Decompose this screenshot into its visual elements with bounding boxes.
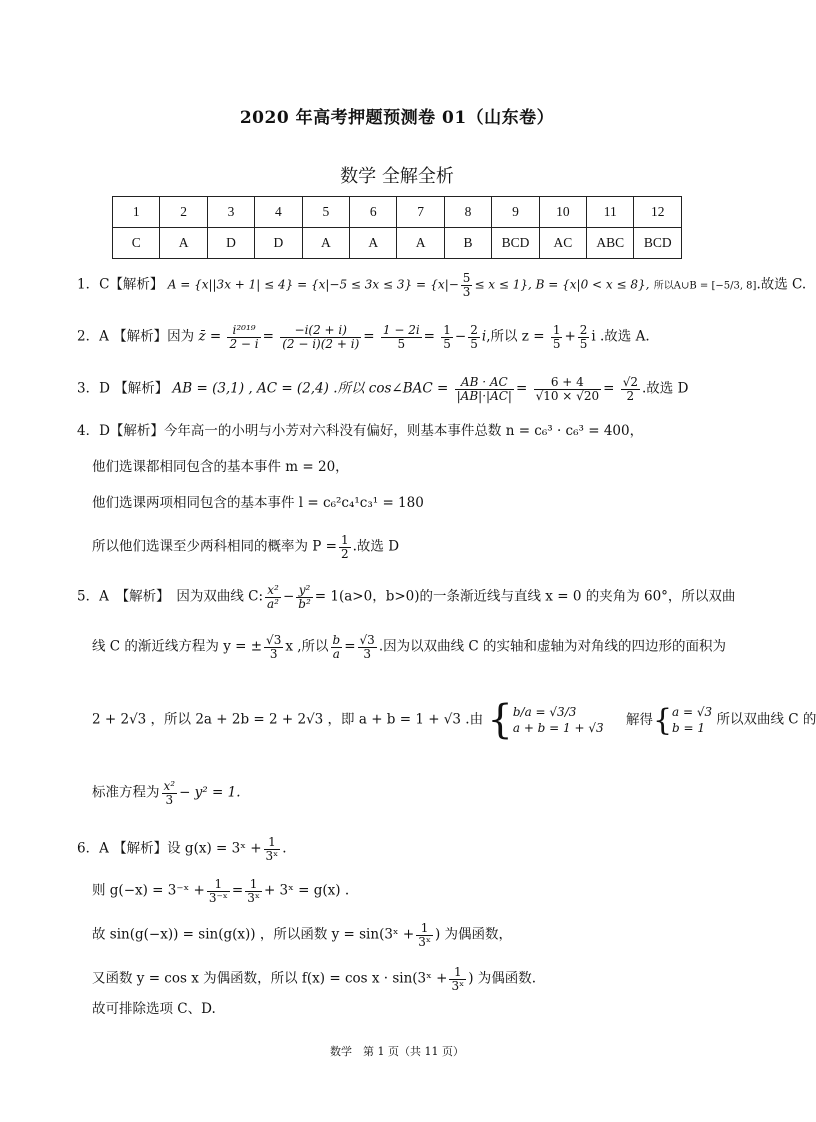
question-number-cell: 1 [113,197,160,228]
solution-4-probability-frac: $\frac{1}{2}$ [340,533,349,561]
solution-1 [77,272,806,298]
solution-3-vectors: AB = (3,1) , AC = (2,4) .所以 cos∠BAC = [172,380,449,397]
solution-6-frac-1: $\frac{1}{\text{3ˣ}}$ [265,835,279,863]
solution-6-line-3: 故 sin(g(−x)) = sin(g(x)) ，所以函数 y = sin(3ˣ + $\frac{1}{\text{3ˣ}}$ ) 为偶函数， [92,921,513,949]
solution-4-line-2: 他们选课都相同包含的基本事件 m = 20， [92,459,349,475]
solution-6-line-1: 6．A 【解析】设 g(x) = 3ˣ + $\frac{1}{\text{3ˣ}}$ . [77,835,287,863]
answer-cell: B [444,228,491,259]
solution-4-line-1: 4．D【解析】今年高一的小明与小芳对六科没有偏好，则基本事件总数 n = c₆³ · c₆³ = 400， [77,423,644,439]
solution-2-frac-5: $\frac{2}{5}$ [470,323,478,351]
solution-6-frac-4: $\frac{1}{\text{3ˣ}}$ [418,921,431,949]
solution-1-fraction: $\frac{5}{3}$ [462,271,471,299]
answer-cell: A [350,228,397,259]
solution-5-line-2: 线 C 的渐近线方程为 y = ± $\frac{√3}{3}$ x ,所以 $\frac{b}{a}$ = $\frac{√3}{3}$ .因为以双曲线 C 的实轴和虚轴为对角线的四边形的面积为 [92,633,727,661]
page-title: 2020 年高考押题预测卷 01（山东卷） [239,108,555,128]
solution-5-system-2: a = √3 b = 1 [672,704,713,735]
solution-6-frac-3: $\frac{1}{\text{3ˣ}}$ [247,877,260,905]
solution-3-tail: .故选 D [641,380,689,397]
question-number-cell: 3 [207,197,254,228]
question-number-cell: 4 [255,197,302,228]
answer-table [112,196,682,259]
solution-3-frac-1: $\frac{AB \cdot AC}{|AB|\cdot|AC|}$ [456,375,512,403]
solution-3-frac-2: $\frac{6 + 4}{√10 \times √20}$ [535,375,600,403]
solution-1-set-a: A = {x||3x + 1| ≤ 4} = {x|−5 ≤ 3x ≤ 3} = [167,277,426,292]
solution-5-equation-frac: $\frac{\text{x²}}{3}$ [163,779,176,807]
answer-cell: BCD [492,228,539,259]
question-number-cell: 2 [160,197,207,228]
system-brace-2: { [652,702,673,738]
answer-cell: A [302,228,349,259]
solution-3: 3．D 【解析】 AB = (3,1) , AC = (2,4) .所以 cos∠BAC = $\frac{AB \cdot AC}{|AB|\cdot|AC|}$ = $\frac{6 + 4}{√10 \times √20}$ = $\frac{√2}{2}$ .故选 D [77,375,689,403]
solution-5-line-4: 标准方程为 $\frac{\text{x²}}{3}$ − y² = 1. [92,779,241,807]
question-number-cell: 7 [397,197,444,228]
page-footer: 数学 第 1 页（共 11 页） [330,1045,464,1058]
solution-2-frac-2: $\frac{-i(2 + i)}{(2 - i)(2 + i)}$ [282,323,360,351]
solution-2-tail-1: ,所以 z = [486,328,545,345]
document-subtitle: 数学 全解全析 [340,166,454,187]
solution-5-system-1: b/a = √3/3 a + b = 1 + √3 [512,704,604,735]
solution-5-line-1: 5．A 【解析】 因为双曲线 C: $\frac{\text{x²}}{\text{a²}}$ − $\frac{\text{y²}}{\text{b²}}$ = 1(a>0，b>0)的一条渐近线与直线 x = 0 的夹角为 60°，所以双曲 [77,583,736,611]
answer-cell: D [255,228,302,259]
solution-6-line-4: 又函数 y = cos x 为偶函数，所以 f(x) = cos x · sin(3ˣ + $\frac{1}{\text{3ˣ}}$ ) 为偶函数. [92,965,537,993]
question-number-cell: 11 [587,197,634,228]
answer-cell: D [207,228,254,259]
question-number-cell: 9 [492,197,539,228]
solution-2-zbar: z̄ = [198,328,222,345]
answer-table-number-row [113,197,682,228]
solution-2-frac-6: $\frac{1}{5}$ [552,323,561,351]
solution-5-slope-frac: $\frac{√3}{3}$ [266,633,282,661]
solution-6-frac-2: $\frac{1}{\text{3⁻ˣ}}$ [208,877,228,905]
answer-cell: A [160,228,207,259]
solution-1-tail: .故选 C. [756,276,807,293]
solution-2-tail-2: i .故选 A. [591,328,650,345]
solution-1-set-c: ≤ x ≤ 1}, B = {x|0 < x ≤ 8}, [474,277,650,292]
solution-5-ba-frac: $\frac{b}{a}$ [332,633,341,661]
solution-2-head: 2．A 【解析】因为 [77,328,195,345]
question-number-cell: 8 [444,197,491,228]
solution-6-line-2: 则 g(−x) = 3⁻ˣ + $\frac{1}{\text{3⁻ˣ}}$ = $\frac{1}{\text{3ˣ}}$ + 3ˣ = g(x) . [92,877,350,905]
solution-5-hyperbola-x: $\frac{\text{x²}}{\text{a²}}$ [267,583,279,611]
question-number-cell: 5 [302,197,349,228]
solution-3-frac-3: $\frac{√2}{2}$ [622,375,638,403]
solution-4-line-3: 他们选课两项相同包含的基本事件 l = c₆²c₄¹c₃¹ = 180 [92,495,424,511]
solution-4-line-4: 所以他们选课至少两科相同的概率为 P = $\frac{1}{2}$ .故选 D [92,533,400,561]
solution-6-frac-5: $\frac{1}{\text{3ˣ}}$ [451,965,465,993]
solution-2-frac-4: $\frac{1}{5}$ [443,323,451,351]
question-number-cell: 6 [350,197,397,228]
system-brace-1: { [487,697,513,743]
solution-5-hyperbola-y: $\frac{\text{y²}}{\text{b²}}$ [298,583,311,611]
answer-cell: C [113,228,160,259]
solution-2: 2．A 【解析】因为 z̄ = $\frac{\text{i²⁰¹⁹}}{2 - i}$ = $\frac{-i(2 + i)}{(2 - i)(2 + i)}$ = $\frac{1 - 2i}{5}$ = $\frac{1}{5}$ − $\frac{2}{5}$ i,所以 z = $\frac{1}{5}$ + $\frac{2}{5}$ i .故选 A. [77,323,650,351]
solution-2-frac-7: $\frac{2}{5}$ [579,323,588,351]
solution-5-line-3: 2 + 2√3 ，所以 2a + 2b = 2 + 2√3 ，即 a + b = 1 + √3 .由 { b/a = √3/3 a + b = 1 + √3 解得{ a = √3 b = 1 所以双曲线 C 的 [92,697,816,743]
solution-3-head: 3．D 【解析】 [77,380,169,397]
answer-cell: AC [539,228,586,259]
solution-5-ba-value: $\frac{√3}{3}$ [359,633,375,661]
answer-table-answer-row [113,228,682,259]
question-number-cell: 12 [634,197,682,228]
question-number-cell: 10 [539,197,586,228]
solution-6-line-5: 故可排除选项 C、D. [92,1001,216,1017]
answer-cell: A [397,228,444,259]
answer-cell: ABC [587,228,634,259]
answer-cell: BCD [634,228,682,259]
solution-1-set-b: {x|− [430,277,459,292]
solution-1-head: 1．C【解析】 [77,276,164,293]
solution-2-frac-1: $\frac{\text{i²⁰¹⁹}}{2 - i}$ [229,323,259,351]
solution-1-union: 所以A∪B = [−5/3, 8] [653,280,757,292]
solution-2-frac-3: $\frac{1 - 2i}{5}$ [382,323,420,351]
